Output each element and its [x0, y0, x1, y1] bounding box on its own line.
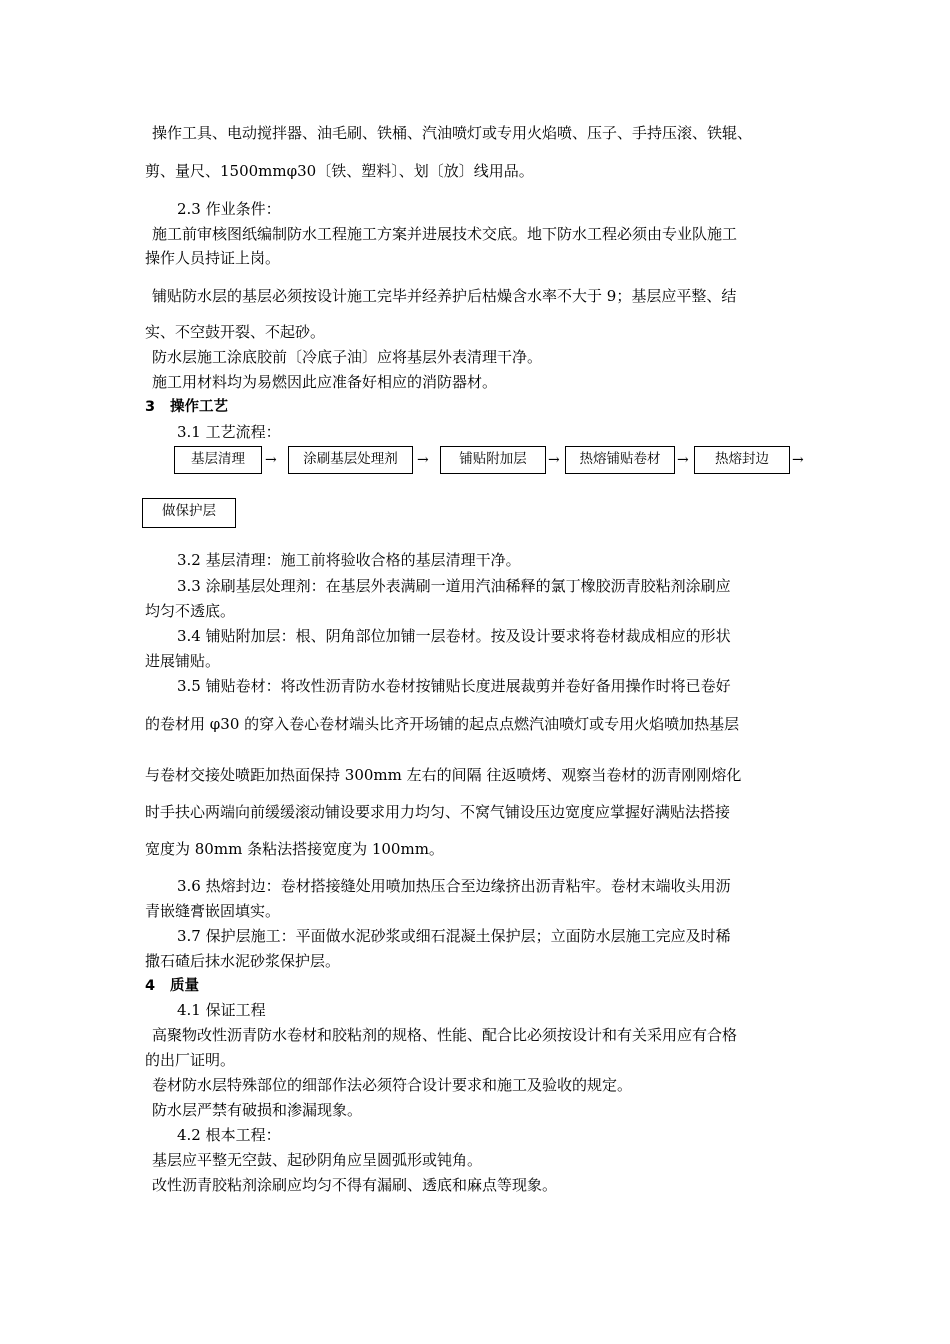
flow-arrow-icon: → [417, 452, 429, 468]
flow-arrow-icon: → [792, 452, 804, 468]
subsection-heading-3-1: 3.1 工艺流程： [177, 423, 281, 441]
paragraph-line: 撒石碴后抹水泥砂浆保护层。 [145, 952, 341, 970]
section-title-3: 操作工艺 [170, 399, 228, 415]
paragraph-line: 施工用材料均为易燃因此应准备好相应的消防器材。 [152, 373, 498, 391]
paragraph-line: 防水层严禁有破损和渗漏现象。 [152, 1101, 363, 1119]
paragraph-line: 3.3 涂刷基层处理剂：在基层外表满刷一道用汽油稀释的氯丁橡胶沥青胶粘剂涂刷应 [177, 577, 731, 595]
paragraph-line: 实、不空鼓开裂、不起砂。 [145, 323, 326, 341]
paragraph-line: 与卷材交接处喷距加热面保持 300mm 左右的间隔 往返喷烤、观察当卷材的沥青刚刚熔化 [145, 766, 742, 784]
paragraph-line: 基层应平整无空鼓、起砂阴角应呈圆弧形或钝角。 [152, 1151, 483, 1169]
paragraph-line: 操作人员持证上岗。 [145, 249, 281, 267]
subsection-heading-4-1: 4.1 保证工程 [177, 1001, 266, 1019]
paragraph-line: 的卷材用 φ30 的穿入卷心卷材端头比齐开场铺的起点点燃汽油喷灯或专用火焰喷加热基层 [145, 715, 740, 733]
flow-arrow-icon: → [265, 452, 277, 468]
subsection-heading-4-2: 4.2 根本工程： [177, 1126, 281, 1144]
paragraph-line: 3.2 基层清理：施工前将验收合格的基层清理干净。 [177, 551, 521, 569]
tools-text-line: 剪、量尺、1500mmφ30〔铁、塑料〕、划〔放〕线用品。 [145, 162, 534, 180]
flow-step-box: 基层清理 [174, 446, 262, 474]
paragraph-line: 进展铺贴。 [145, 652, 221, 670]
section-number-3: 3 [145, 399, 156, 415]
paragraph-line: 改性沥青胶粘剂涂刷应均匀不得有漏刷、透底和麻点等现象。 [152, 1176, 558, 1194]
paragraph-line: 防水层施工涂底胶前〔冷底子油〕应将基层外表清理干净。 [152, 348, 543, 366]
paragraph-line: 青嵌缝膏嵌固填实。 [145, 902, 281, 920]
paragraph-line: 铺贴防水层的基层必须按设计施工完毕并经养护后枯燥含水率不大于 9；基层应平整、结 [152, 287, 737, 305]
paragraph-line: 3.4 铺贴附加层：根、阴角部位加铺一层卷材。按及设计要求将卷材裁成相应的形状 [177, 627, 731, 645]
paragraph-line: 时手扶心两端向前缓缓滚动铺设要求用力均匀、不窝气铺设压边宽度应掌握好满贴法搭接 [145, 803, 731, 821]
subsection-heading-2-3: 2.3 作业条件： [177, 200, 281, 218]
paragraph-line: 宽度为 80mm 条粘法搭接宽度为 100mm。 [145, 840, 444, 858]
flow-step-box: 热熔铺贴卷材 [565, 446, 675, 474]
paragraph-line: 3.6 热熔封边：卷材搭接缝处用喷加热压合至边缘挤出沥青粘牢。卷材末端收头用沥 [177, 877, 731, 895]
paragraph-line: 高聚物改性沥青防水卷材和胶粘剂的规格、性能、配合比必须按设计和有关采用应有合格 [152, 1026, 738, 1044]
flow-step-box: 铺贴附加层 [440, 446, 546, 474]
paragraph-line: 施工前审核图纸编制防水工程施工方案并进展技术交底。地下防水工程必须由专业队施工 [152, 225, 738, 243]
paragraph-line: 均匀不透底。 [145, 602, 236, 620]
flow-arrow-icon: → [677, 452, 689, 468]
paragraph-line: 3.5 铺贴卷材：将改性沥青防水卷材按铺贴长度进展裁剪并卷好备用操作时将已卷好 [177, 677, 731, 695]
paragraph-line: 卷材防水层特殊部位的细部作法必须符合设计要求和施工及验收的规定。 [152, 1076, 633, 1094]
flow-step-box: 涂刷基层处理剂 [288, 446, 413, 474]
paragraph-line: 的出厂证明。 [145, 1051, 236, 1069]
section-number-4: 4 [145, 978, 156, 994]
section-title-4: 质量 [170, 978, 199, 994]
flow-step-box: 做保护层 [142, 498, 236, 528]
paragraph-line: 3.7 保护层施工：平面做水泥砂浆或细石混凝土保护层；立面防水层施工完应及时稀 [177, 927, 731, 945]
flow-step-box: 热熔封边 [694, 446, 790, 474]
flow-arrow-icon: → [548, 452, 560, 468]
tools-text-line: 操作工具、电动搅拌器、油毛刷、铁桶、汽油喷灯或专用火焰喷、压子、手持压滚、铁辊、 [152, 124, 753, 142]
